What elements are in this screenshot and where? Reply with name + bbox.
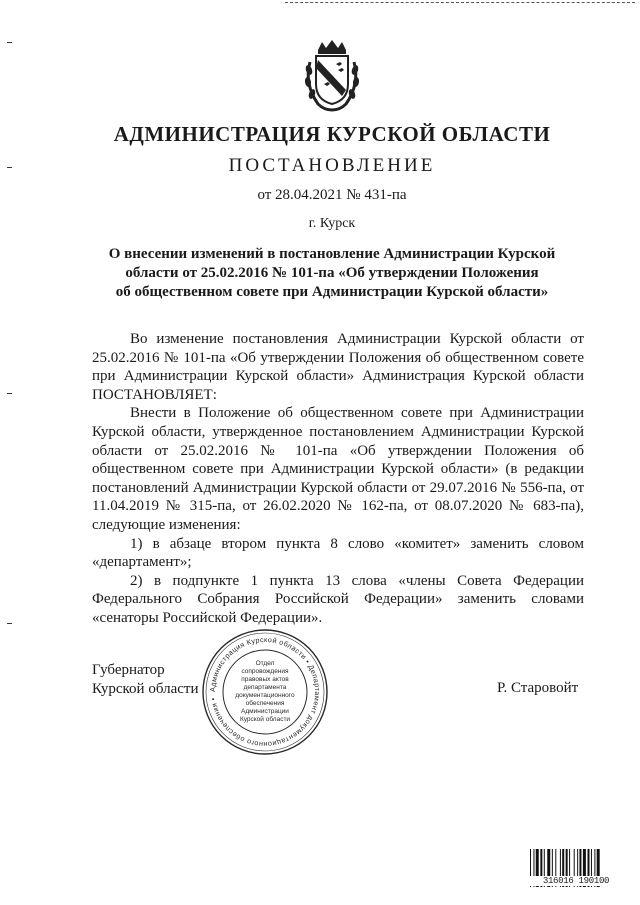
stamp-line: департамента [243,684,287,691]
signatory-position-line: Губернатор [92,662,165,678]
subject-line: О внесении изменений в постановление Администрации Курской [108,246,556,262]
scan-edge-mark [7,393,12,394]
signatory-position-line: Курской области [92,681,199,697]
signatory-name: Р. Старовойт [497,680,579,696]
stamp-line: Администрации [241,708,289,715]
subject-line: области от 25.02.2016 № 101-па «Об утверждении Положения [125,265,539,281]
body-paragraph: Внести в Положение об общественном совете при Администрации Курской области, утвержденное постановлением Администрации Курской области от 25.02.2016 № 101-па «Об утверждении Положения об общественном совете при Администрации Курской области» (в редакции постановлений Администрации Курской области от 29.07.2016 № 556-па, от 11.04.2019 № 315-па, от 26.02.2020 № 162-па, от 08.07.2020 № 683-па), следующие изменения: [92,405,584,533]
body-paragraph: 1) в абзаце втором пункта 8 слово «комитет» заменить словом «департамент»; [92,535,584,571]
stamp-line: Отдел [255,660,275,667]
document-subject [100,245,564,302]
stamp-line: правовых актов [241,676,289,683]
subject-line: об общественном совете при Администрации Курской области» [115,284,549,300]
document-body [92,330,584,628]
coat-of-arms-icon [300,40,364,112]
signatory-position [92,661,198,699]
document-city: г. Курск [308,216,356,231]
stamp-ring-text: Администрация Курской области • Департамент документационного обеспечения • [207,634,323,750]
stamp-line: Курской области [239,716,291,723]
barcode-number: 316016 190100 [528,876,624,886]
scan-edge-mark [7,623,12,624]
body-paragraph: 2) в подпункте 1 пункта 13 слова «члены Совета Федерации Федерального Собрания Российской Федерации» заменить словами «сенаторы Российской Федерации». [92,572,584,626]
stamp-line: сопровождения [241,668,289,675]
body-paragraph: Во изменение постановления Администрации Курской области от 25.02.2016 № 101-па «Об утверждении Положения об общественном совете при Администрации Курской области» Администрация Курской области ПОСТАНОВЛЯЕТ: [92,331,584,403]
organization-title: АДМИНИСТРАЦИЯ КУРСКОЙ ОБЛАСТИ [113,122,551,146]
scan-edge-line [285,2,635,3]
document-type: ПОСТАНОВЛЕНИЕ [228,155,436,176]
stamp-line: обеспечения [245,700,285,707]
scan-edge-mark [7,42,12,43]
stamp-inner-text [230,660,300,724]
stamp-line: документационного [235,692,295,699]
document-date-number: от 28.04.2021 № 431-па [257,187,407,203]
